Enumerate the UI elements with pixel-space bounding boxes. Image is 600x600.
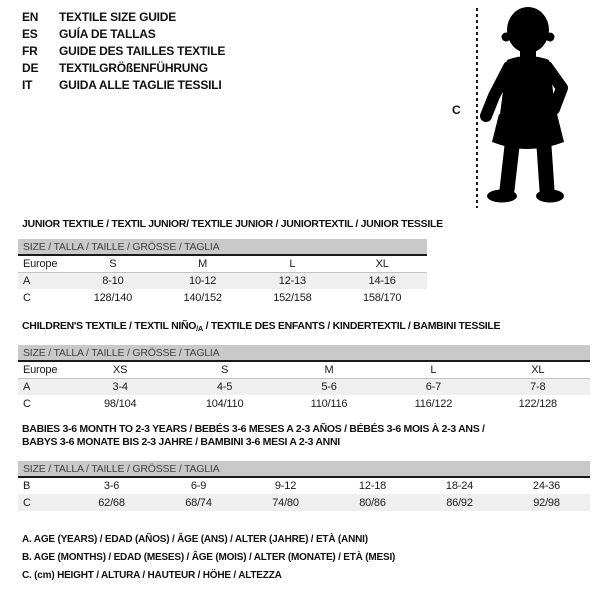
cell-value: 110/116	[310, 397, 348, 410]
column-header: L	[381, 361, 485, 378]
column-header: M	[158, 255, 248, 272]
footnote-age-months: B. AGE (MONTHS) / EDAD (MESES) / ÂGE (MOIS) / ALTER (MONATE) / ETÀ (MESI)	[22, 552, 396, 563]
cell-value: 92/98	[533, 496, 560, 509]
cell-value: 140/152	[183, 291, 222, 304]
cell-value: 98/104	[103, 397, 137, 410]
children-title-text: CHILDREN'S TEXTILE / TEXTIL NIÑO	[22, 320, 197, 332]
babies-title-line1: BABIES 3-6 MONTH TO 2-3 YEARS / BEBÉS 3-6 MESES A 2-3 AÑOS / BÉBÉS 3-6 MOIS À 2-3 ANS /	[22, 423, 485, 435]
children-table-title	[22, 320, 500, 335]
table-row-age	[18, 378, 590, 395]
size-header-row	[18, 345, 590, 361]
column-header: XL	[486, 361, 590, 378]
row-label: C	[23, 496, 31, 509]
language-label: TEXTILE SIZE GUIDE	[59, 9, 177, 24]
language-code: EN	[22, 9, 39, 24]
language-list	[22, 8, 225, 93]
language-label: TEXTILGRÖßENFÜHRUNG	[59, 60, 208, 75]
size-header: SIZE / TALLA / TAILLE / GRÖSSE / TAGLIA	[18, 239, 427, 255]
row-label: B	[23, 480, 31, 492]
language-code: FR	[22, 43, 38, 58]
children-table	[18, 345, 590, 412]
column-header: XS	[68, 361, 172, 378]
cell-value: 104/110	[205, 397, 244, 410]
cell-value: 10-12	[189, 274, 217, 287]
cell-value: 5-6	[321, 380, 337, 393]
column-header: Europe	[18, 361, 68, 378]
column-header: XL	[337, 255, 427, 272]
junior-table-title: JUNIOR TEXTILE / TEXTIL JUNIOR/ TEXTILE JUNIOR / JUNIORTEXTIL / JUNIOR TESSILE	[22, 218, 443, 230]
table-row-age	[18, 272, 427, 289]
cell-value: 74/80	[272, 496, 299, 509]
footnotes	[22, 534, 395, 588]
table-row-height	[18, 289, 427, 306]
row-label: A	[23, 380, 31, 393]
cell-value: 80/86	[359, 496, 386, 509]
cell-value: 128/140	[93, 291, 133, 304]
column-header: S	[68, 255, 158, 272]
cell-value: 18-24	[445, 480, 474, 492]
language-code: IT	[22, 77, 33, 92]
cell-value: 68/74	[185, 496, 212, 509]
cell-value: 24-36	[532, 480, 561, 492]
table-row-height	[18, 395, 590, 412]
footnote-height: C. (cm) HEIGHT / ALTURA / HAUTEUR / HÖHE / ALTEZZA	[22, 570, 282, 581]
babies-title-line2: BABYS 3-6 MONATE BIS 2-3 JAHRE / BAMBINI 3-6 MESI A 2-3 ANNI	[22, 436, 340, 448]
cell-value: 3-6	[103, 480, 120, 492]
footnote-age-years: A. AGE (YEARS) / EDAD (AÑOS) / ÂGE (ANS) / ALTER (JAHRE) / ETÀ (ANNI)	[22, 534, 368, 545]
row-label: C	[23, 291, 31, 304]
children-title-text: / TEXTILE DES ENFANTS / KINDERTEXTIL / BAMBINI TESSILE	[203, 320, 501, 332]
cell-value: 8-10	[102, 274, 124, 287]
babies-table-title	[22, 423, 485, 449]
language-code: DE	[22, 60, 39, 75]
language-row-fr	[22, 42, 225, 59]
column-header: L	[248, 255, 338, 272]
cell-value: 7-8	[530, 380, 546, 393]
children-title-subscript: /A	[196, 324, 204, 333]
row-label: C	[23, 397, 31, 410]
junior-table	[18, 239, 427, 306]
cell-value: 6-7	[425, 380, 442, 393]
language-row-it	[22, 76, 225, 93]
language-row-de	[22, 59, 225, 76]
column-header: M	[277, 361, 381, 378]
size-header: SIZE / TALLA / TAILLE / GRÖSSE / TAGLIA	[18, 461, 590, 477]
cell-value: 158/170	[362, 291, 402, 304]
language-label: GUÍA DE TALLAS	[59, 26, 156, 41]
language-code: ES	[22, 26, 38, 41]
cell-value: 6-9	[190, 480, 207, 492]
column-header: Europe	[18, 255, 68, 272]
cell-value: 152/158	[273, 291, 312, 304]
cell-value: 12-18	[358, 480, 387, 492]
cell-value: 9-12	[274, 480, 297, 492]
size-header: SIZE / TALLA / TAILLE / GRÖSSE / TAGLIA	[18, 345, 590, 361]
column-header-row	[18, 361, 590, 378]
table-row-height	[18, 494, 590, 511]
cell-value: 12-13	[278, 274, 306, 287]
babies-table	[18, 461, 590, 511]
cell-value: 116/122	[414, 397, 453, 410]
column-header: S	[172, 361, 276, 378]
column-header-row	[18, 255, 427, 272]
height-measure-label: C	[452, 103, 461, 117]
language-label: GUIDE DES TAILLES TEXTILE	[59, 43, 226, 58]
language-label: GUIDA ALLE TAGLIE TESSILI	[59, 77, 222, 92]
cell-value: 62/68	[98, 496, 125, 509]
table-row-age-months	[18, 477, 590, 494]
cell-value: 14-16	[368, 274, 396, 287]
cell-value: 3-4	[112, 380, 128, 393]
cell-value: 122/128	[518, 397, 557, 410]
language-row-es	[22, 25, 225, 42]
row-label: A	[23, 274, 31, 287]
cell-value: 4-5	[216, 380, 233, 393]
size-header-row	[18, 239, 427, 255]
cell-value: 86/92	[446, 496, 473, 509]
size-header-row	[18, 461, 590, 477]
language-row-en	[22, 8, 225, 25]
baby-silhouette-icon	[478, 4, 573, 209]
